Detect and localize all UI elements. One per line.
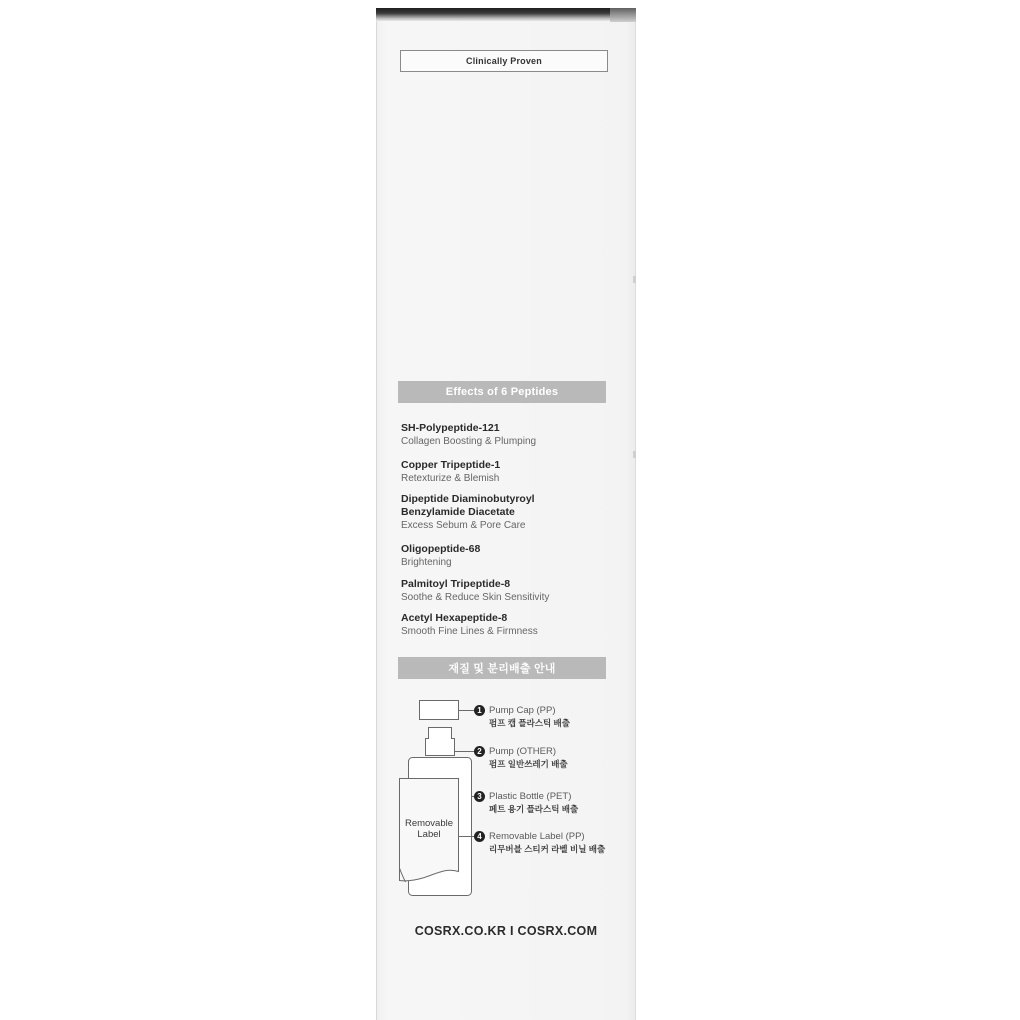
effects-header: Effects of 6 Peptides	[398, 381, 606, 403]
peptide-name: Dipeptide Diaminobutyroyl	[401, 493, 535, 505]
peptide-name: Oligopeptide-68	[401, 543, 481, 555]
peptide-effect: Collagen Boosting & Plumping	[401, 436, 537, 447]
peptide-effect: Brightening	[401, 557, 452, 568]
peptide-name: Copper Tripeptide-1	[401, 459, 501, 471]
part-number-3: 3	[474, 791, 485, 802]
part-number-2: 2	[474, 746, 485, 757]
peptide-name-line2: Benzylamide Diacetate	[401, 506, 515, 518]
peptide-name: Acetyl Hexapeptide-8	[401, 612, 508, 624]
disposal-header: 재질 및 분리배출 안내	[398, 657, 606, 679]
peptide-name: SH-Polypeptide-121	[401, 422, 500, 434]
part-label-bottle: Plastic Bottle (PET) 페트 용기 플라스틱 배출	[489, 791, 579, 814]
part-number-1: 1	[474, 705, 485, 716]
website-url: COSRX.CO.KR I COSRX.COM	[414, 924, 598, 938]
clinically-proven-badge: Clinically Proven	[400, 50, 608, 72]
part-label-pump-cap: Pump Cap (PP) 펌프 캡 플라스틱 배출	[489, 705, 570, 728]
pump-cap-shape	[420, 701, 459, 720]
peptide-name: Palmitoyl Tripeptide-8	[401, 578, 511, 590]
part-label-pump: Pump (OTHER) 펌프 일반쓰레기 배출	[489, 746, 568, 769]
peptide-effect: Soothe & Reduce Skin Sensitivity	[401, 592, 550, 603]
pump-shape	[426, 728, 455, 756]
part-number-4: 4	[474, 831, 485, 842]
peptide-effect: Retexturize & Blemish	[401, 473, 500, 484]
part-label-removable-label: Removable Label (PP) 리무버블 스티커 라벨 비닐 배출	[489, 831, 606, 854]
removable-label-text: Removable Label	[404, 818, 454, 840]
peptide-effect: Smooth Fine Lines & Firmness	[401, 626, 538, 637]
peptide-effect: Excess Sebum & Pore Care	[401, 520, 526, 531]
